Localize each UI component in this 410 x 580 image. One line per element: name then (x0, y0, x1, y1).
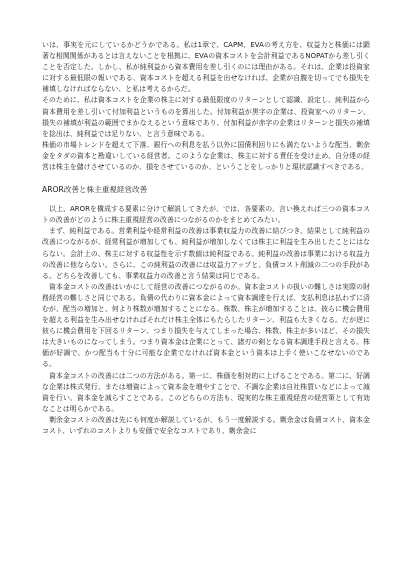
body-paragraph: 資本金コストの改善はいかにして経営の改善につながるのか。資本金コストの扱いの難しさは実際の財務経営の難しさと同じである。負債の代わりに資本金によって資本調達を行えば、支払利息は払わずに済むが、配当の増加と、何より株数が増加することになる。株数、株主が増加することは、彼らに機会費用を超える利益を生み出せなければそれだけ株主全体にもたらしたリターン、利益も大きくなる。だが逆に彼らに機会費用を下回るリターン、つまり損失を与えてしまった場合、株数、株主が多いほど、その損失は大きいものになってしまう。つまり資本金は企業にとって、諸刃の剣となる資本調達手段と言える。株価が好調で、かつ配当も十分に可能な企業でなければ資本金という資本は上手く使いこなせないのである。 (42, 282, 370, 369)
body-paragraph: まず、純利益である。営業利益や経常利益の改善は事業収益力の改善に結びつき、結果として純利益の改善につながるが、経常利益が増加しても、純利益が増加しなくては株主に利益を生み出したことにはならない。会計上の、株主に対する収益性を示す数値は純利益である。純利益の改善は事業における収益力の改善に他ならない。さらに、この純利益の改善には収益力アップと、負債コスト削減の二つの手段がある。どちらを改善しても、事業収益力の改善と言う結果は同じである。 (42, 227, 370, 280)
body-paragraph: 株価の市場トレンドを超えて下落、銀行への利息を払う以外に国債利回りにも満たないような配当、剰余金をタダの資本と勘違いしている経営者。このような企業は、株主に対する責任を受け止め、自分達の経営は株主を儲けさせているのか、損をさせているのか、ということをしっかりと現状認識すべきである。 (42, 140, 370, 172)
body-paragraph: 資本金コストの改善には二つの方法がある。第一に、株価を相対的に上げることである。第二に、好調な企業は株式発行、または増資によって資本金を増やすことで、不調な企業は自社株買いなどによって減資を行い、資本金を減らすことである。このどちらの方法も、現実的な株主重視経営の経営策として有効なことは明らかである。 (42, 371, 370, 413)
body-paragraph: 剰余金コストの改善は先にも何度か解説しているが、もう一度解説する。剰余金は負債コスト、資本金コスト、いずれのコストよりも安価で安全なコストであり、剰余金に (42, 415, 370, 435)
body-paragraph: そのために、私は資本コストを企業の株主に対する最低限度のリターンとして認識、設定し、純利益から資本費用を差し引いて付加利益というものを算出した。付加利益が黒字の企業は、投資家へのリターン、損失の補填が利益の範囲でまかなえるという意味であり、付加利益が赤字の企業はリターンと損失の補填を捻出は、純利益では足りない、と言う意味である。 (42, 96, 370, 138)
body-paragraph: いは、事実を元にしているかどうかである。私は1章で、CAPM、EVAの考え方を、収益力と株価には顕著な相関関係があるとは言えないことを根拠に、EVAの資本コストを会計利益であるNOPATから差し引くことを否定した。しかし、私が純利益から資本費用を差し引くのには理由がある。それは、企業は投資家に対する最低限の報いである、資本コストを超える利益を出せなければ、企業が自腹を切ってでも損失を補填しなければならない、と私は考えるからだ。 (42, 41, 370, 94)
section-heading: AROR改善と株主重視経営改善 (42, 185, 148, 195)
body-paragraph: 以上、ARORを構成する要素に分けて解説してきたが、では、各要素の、言い換えれば三つの資本コストの改善がどのように株主重視経営の改善につながるのかをまとめてみたい。 (42, 205, 370, 225)
